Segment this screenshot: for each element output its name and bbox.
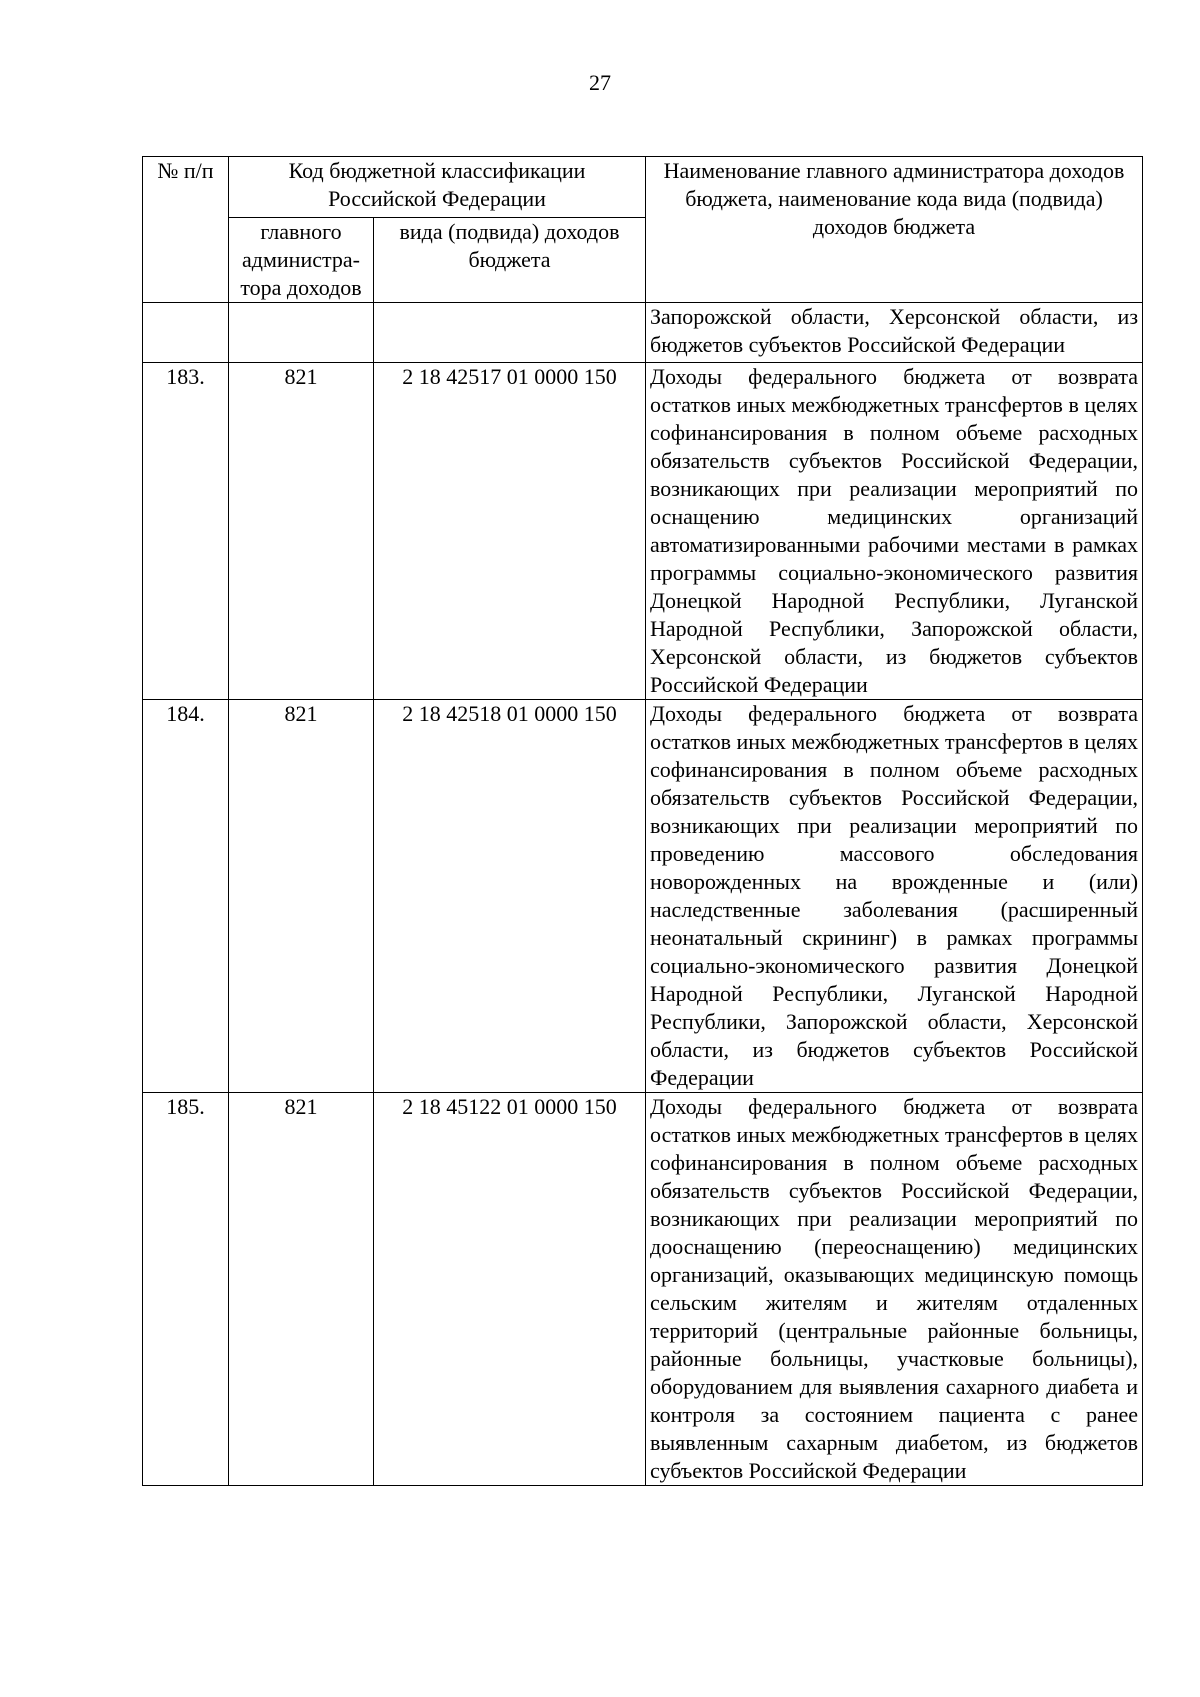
header-revenue-code: вида (подвида) доходов бюджета: [374, 218, 646, 303]
row-revenue-code: 2 18 42517 01 0000 150: [374, 363, 646, 700]
empty-cell: [229, 303, 374, 363]
header-classification-code: Код бюджетной классификации Российской Федерации: [229, 157, 646, 218]
empty-cell: [143, 303, 229, 363]
continuation-description: Запорожской области, Херсонской области, из бюджетов субъектов Российской Федерации: [646, 303, 1143, 363]
table-body: [143, 303, 1143, 1486]
table-row: [143, 363, 1143, 700]
header-name: Наименование главного администратора доходов бюджета, наименование кода вида (подвида) доходов бюджета: [646, 157, 1143, 303]
row-description: Доходы федерального бюджета от возврата остатков иных межбюджетных трансфертов в целях софинансирования в полном объеме расходных обязательств субъектов Российской Федерации, возникающих при реализации мероприятий по проведению массового обследования новорожденных на врожденные и (или) наследственные заболевания (расширенный неонатальный скрининг) в рамках программы социально-экономического развития Донецкой Народной Республики, Луганской Народной Республики, Запорожской области, Херсонской области, из бюджетов субъектов Российской Федерации: [646, 700, 1143, 1093]
header-admin-code: главного администра-тора доходов: [229, 218, 374, 303]
row-number: 184.: [143, 700, 229, 1093]
table-header: [143, 157, 1143, 303]
row-revenue-code: 2 18 42518 01 0000 150: [374, 700, 646, 1093]
row-description: Доходы федерального бюджета от возврата остатков иных межбюджетных трансфертов в целях софинансирования в полном объеме расходных обязательств субъектов Российской Федерации, возникающих при реализации мероприятий по оснащению медицинских организаций автоматизированными рабочими местами в рамках программы социально-экономического развития Донецкой Народной Республики, Луганской Народной Республики, Запорожской области, Херсонской области, из бюджетов субъектов Российской Федерации: [646, 363, 1143, 700]
header-number: № п/п: [143, 157, 229, 303]
row-number: 183.: [143, 363, 229, 700]
table-row: [143, 700, 1143, 1093]
row-admin-code: 821: [229, 363, 374, 700]
row-number: 185.: [143, 1093, 229, 1486]
table-row-continuation: [143, 303, 1143, 363]
row-revenue-code: 2 18 45122 01 0000 150: [374, 1093, 646, 1486]
table-row: [143, 1093, 1143, 1486]
page-number: 27: [589, 70, 611, 95]
budget-classification-table: [142, 156, 1143, 1486]
row-description: Доходы федерального бюджета от возврата остатков иных межбюджетных трансфертов в целях софинансирования в полном объеме расходных обязательств субъектов Российской Федерации, возникающих при реализации мероприятий по дооснащению (переоснащению) медицинских организаций, оказывающих медицинскую помощь сельским жителям и жителям отдаленных территорий (центральные районные больницы, районные больницы, участковые больницы), оборудованием для выявления сахарного диабета и контроля за состоянием пациента с ранее выявленным сахарным диабетом, из бюджетов субъектов Российской Федерации: [646, 1093, 1143, 1486]
row-admin-code: 821: [229, 700, 374, 1093]
row-admin-code: 821: [229, 1093, 374, 1486]
empty-cell: [374, 303, 646, 363]
